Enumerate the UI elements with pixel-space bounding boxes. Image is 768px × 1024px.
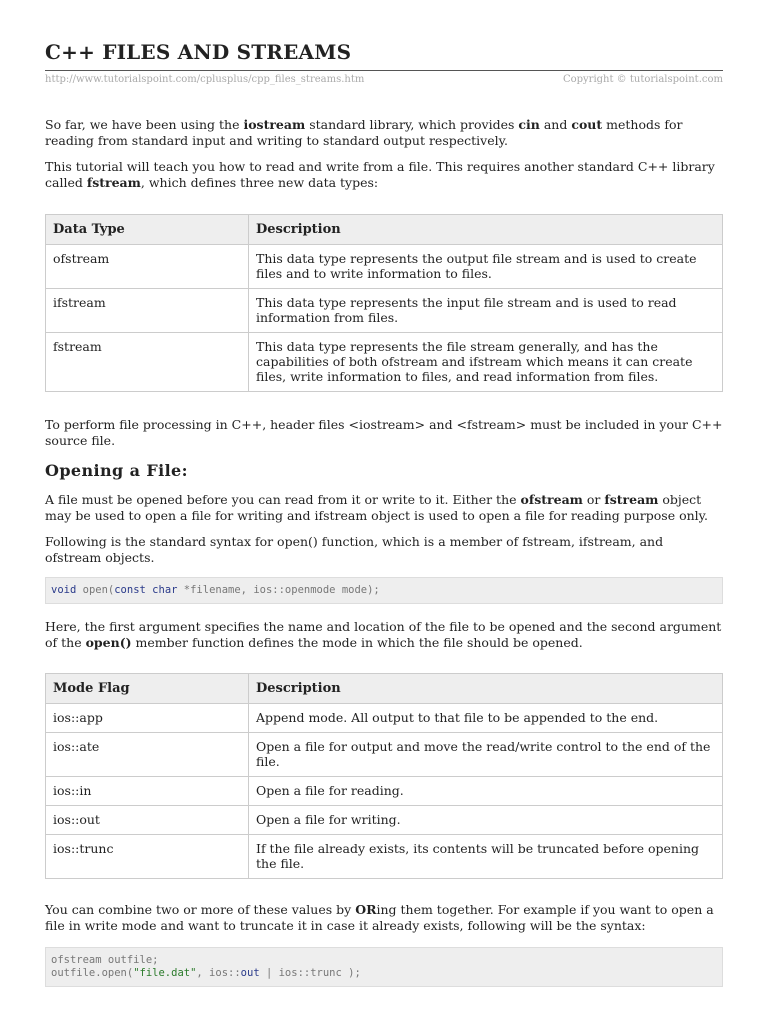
code-block-open-syntax: void open(const char *filename, ios::openmode mode); [45, 577, 723, 604]
data-type-cell: fstream [46, 333, 249, 392]
mode-flag-cell: ios::app [46, 704, 249, 733]
mode-flag-cell: ios::ate [46, 733, 249, 777]
intro-paragraph-2: This tutorial will teach you how to read and write from a file. This requires another standard C++ library called fstream, which defines three new data types: [45, 159, 715, 190]
description-cell: This data type represents the input file stream and is used to read information from files. [249, 289, 723, 333]
table-header-row [46, 674, 723, 704]
table-row [46, 289, 723, 333]
table-header-row [46, 215, 723, 245]
description-cell: Open a file for reading. [249, 777, 723, 806]
table-row [46, 704, 723, 733]
page-title: C++ FILES AND STREAMS [45, 40, 352, 64]
header-meta [45, 74, 723, 85]
table-row [46, 835, 723, 879]
header-divider [45, 70, 723, 71]
column-header: Description [249, 674, 723, 704]
table-row [46, 245, 723, 289]
document-page [45, 0, 723, 987]
column-header: Data Type [46, 215, 249, 245]
source-url[interactable]: http://www.tutorialspoint.com/cplusplus/cpp_files_streams.htm [45, 74, 365, 85]
description-cell: If the file already exists, its contents will be truncated before opening the file. [249, 835, 723, 879]
mode-flag-cell: ios::trunc [46, 835, 249, 879]
opening-paragraph-1: A file must be opened before you can read from it or write to it. Either the ofstream or fstream object may be used to open a file for writing and ifstream object is used to open a file for reading purpose only. [45, 492, 709, 523]
copyright-text: Copyright © tutorialspoint.com [562, 74, 723, 85]
table-row [46, 806, 723, 835]
data-type-cell: ofstream [46, 245, 249, 289]
headers-paragraph: To perform file processing in C++, header files <iostream> and <fstream> must be included in your C++ source file. [45, 417, 723, 448]
section-heading-opening-a-file: Opening a File: [45, 461, 188, 480]
mode-flag-cell: ios::out [46, 806, 249, 835]
mode-flags-table [45, 673, 723, 879]
table-row [46, 777, 723, 806]
description-cell: This data type represents the output file stream and is used to create files and to write information to files. [249, 245, 723, 289]
data-types-table [45, 214, 723, 392]
mode-flag-cell: ios::in [46, 777, 249, 806]
code-block-open-example: ofstream outfile; outfile.open("file.dat", ios::out | ios::trunc ); [45, 947, 723, 987]
open-arguments-paragraph: Here, the first argument specifies the name and location of the file to be opened and the second argument of the open() member function defines the mode in which the file should be opened. [45, 619, 722, 650]
description-cell: This data type represents the file stream generally, and has the capabilities of both ofstream and ifstream which means it can create files, write information to files, and read information from files. [249, 333, 723, 392]
combine-paragraph: You can combine two or more of these values by ORing them together. For example if you want to open a file in write mode and want to truncate it in case it already exists, following will be the syntax: [45, 902, 714, 933]
description-cell: Open a file for writing. [249, 806, 723, 835]
opening-paragraph-2: Following is the standard syntax for open() function, which is a member of fstream, ifstream, and ofstream objects. [45, 534, 664, 565]
table-row [46, 733, 723, 777]
table-row [46, 333, 723, 392]
data-type-cell: ifstream [46, 289, 249, 333]
description-cell: Append mode. All output to that file to be appended to the end. [249, 704, 723, 733]
column-header: Description [249, 215, 723, 245]
description-cell: Open a file for output and move the read/write control to the end of the file. [249, 733, 723, 777]
column-header: Mode Flag [46, 674, 249, 704]
intro-paragraph-1: So far, we have been using the iostream standard library, which provides cin and cout methods for reading from standard input and writing to standard output respectively. [45, 117, 683, 148]
